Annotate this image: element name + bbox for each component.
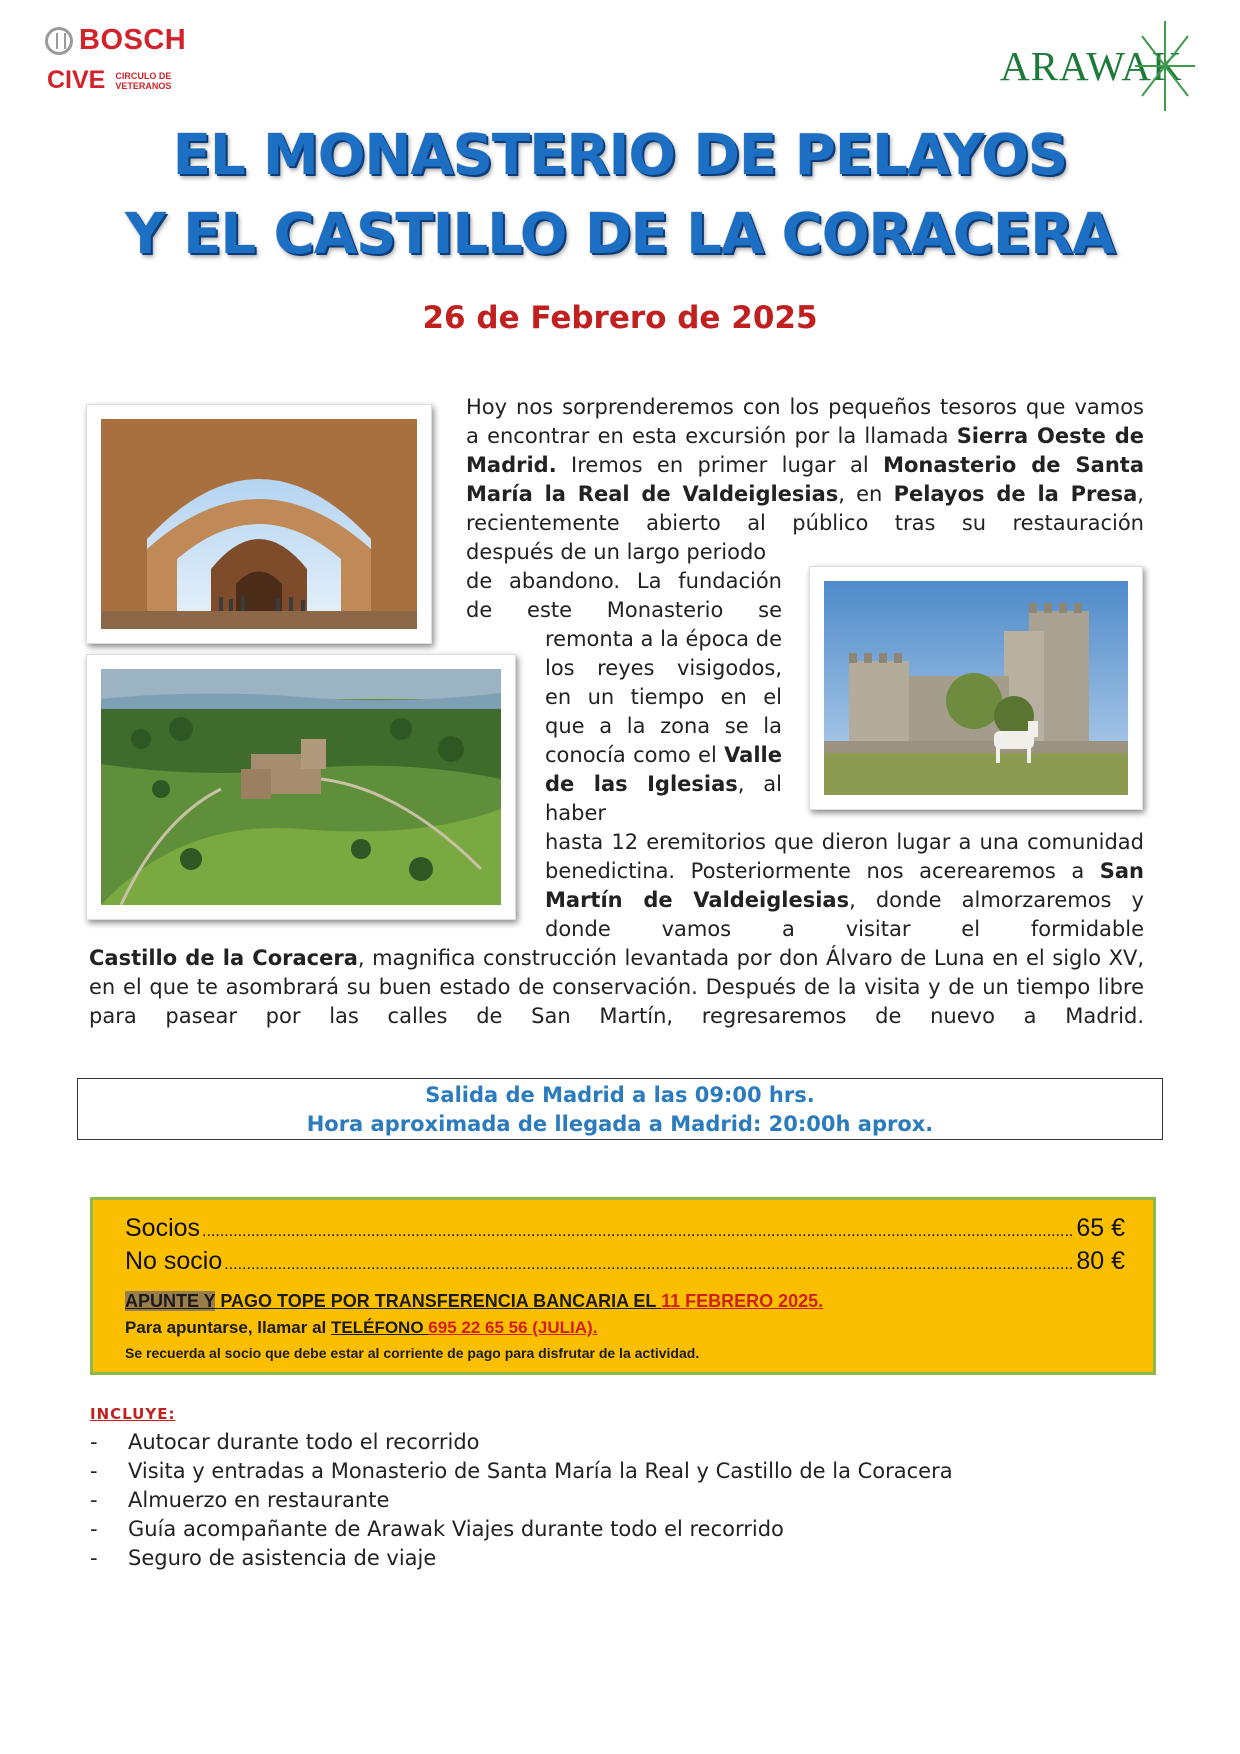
non-member-price: 80 € [1076,1247,1125,1275]
payment-reminder: Se recuerda al socio que debe estar al corriente de pago para disfrutar de la actividad. [125,1345,700,1361]
cive-logo [47,66,195,95]
list-item-text: Seguro de asistencia de viaje [128,1546,437,1570]
contact-prefix: Para apuntarse, llamar al [125,1318,331,1337]
member-price-row [125,1214,1125,1243]
arawak-star-icon [1130,16,1200,116]
list-item: - Visita y entradas a Monasterio de Santa María la Real y Castillo de la Coracera [90,1459,953,1483]
list-item: - Guía acompañante de Arawak Viajes durante todo el recorrido [90,1517,784,1541]
deadline-highlight: APUNTE Y [125,1291,216,1311]
arawak-logo [1000,36,1200,106]
bosch-armature-icon [45,27,73,55]
intro-text-block-4: hasta 12 eremitorios que dieron lugar a una comunidad benedictina. Posteriormente nos acerearemos a San Martín de Valdeiglesias, donde almorzaremos y donde vamos a visitar el formidable [545,830,1144,941]
bosch-logo [45,24,186,57]
non-member-price-row [125,1247,1125,1276]
payment-deadline [125,1291,823,1312]
phone-label: TELÉFONO [331,1318,429,1337]
castle-photo [809,566,1143,810]
list-item-text: Autocar durante todo el recorrido [128,1430,480,1454]
list-item: - Autocar durante todo el recorrido [90,1430,480,1454]
contact-line [125,1318,597,1338]
member-price: 65 € [1076,1214,1125,1242]
event-date: 26 de Febrero de 2025 [422,300,818,336]
cive-subtitle: CIRCULO DE VETERANOS [115,70,172,91]
includes-title: INCLUYE: [90,1405,176,1423]
intro-text-block-1: Hoy nos sorprenderemos con los pequeños tesoros que vamos a encontrar en esta excursión por la llamada Sierra Oeste de Madrid. Iremos en primer lugar al Monasterio de Santa María la Real de Valdeiglesias, en Pelayos de la Presa, recientemente abierto al público tras su restauración [466,395,1144,535]
includes-list [90,1428,953,1573]
price-box [90,1197,1156,1375]
arawak-wordmark: ARAWAK [1000,43,1183,89]
page-title-line-2: Y EL CASTILLO DE LA CORACERA [125,202,1115,267]
list-item-text: Visita y entradas a Monasterio de Santa María la Real y Castillo de la Coracera [128,1459,953,1483]
phone-number: 695 22 65 56 (JULIA). [428,1318,598,1337]
intro-text-block-3: remonta a la época de los reyes visigodos, en un tiempo en el que a la zona se la conocía como el Valle de las Iglesias, al haber [545,627,782,825]
list-item-text: Almuerzo en restaurante [128,1488,390,1512]
non-member-label: No socio [125,1247,223,1275]
member-label: Socios [125,1214,201,1242]
arrival-time: Hora aproximada de llegada a Madrid: 20:00h aprox. [306,1112,934,1136]
intro-text-block-2: de abandono. La fundación de este Monasterio se [466,569,782,622]
schedule-box [77,1078,1163,1140]
cive-wordmark: CIVE [47,66,106,94]
departure-time: Salida de Madrid a las 09:00 hrs. [425,1083,815,1107]
dot-leader [202,1214,1074,1243]
monastery-arches-photo [86,404,432,644]
bosch-wordmark: BOSCH [79,24,187,56]
page-title-line-1: EL MONASTERIO DE PELAYOS [172,123,1068,188]
list-item-text: Guía acompañante de Arawak Viajes durante todo el recorrido [128,1517,784,1541]
intro-text-block-5: Castillo de la Coracera, magnifica construcción levantada por don Álvaro de Luna en el siglo XV, en el que te asombrará su buen estado de conservación. Después de la visita y de un tiempo libre para pasear por las calles de San Martín, regresaremos de nuevo a Madrid. [89,946,1144,1028]
intro-text-line: después de un largo periodo [466,540,767,564]
monastery-aerial-photo [86,654,516,920]
deadline-date: 11 FEBRERO 2025. [661,1291,824,1311]
list-item: - Seguro de asistencia de viaje [90,1546,437,1570]
deadline-text: PAGO TOPE POR TRANSFERENCIA BANCARIA EL [215,1291,662,1311]
list-item: - Almuerzo en restaurante [90,1488,390,1512]
dot-leader [224,1247,1074,1276]
